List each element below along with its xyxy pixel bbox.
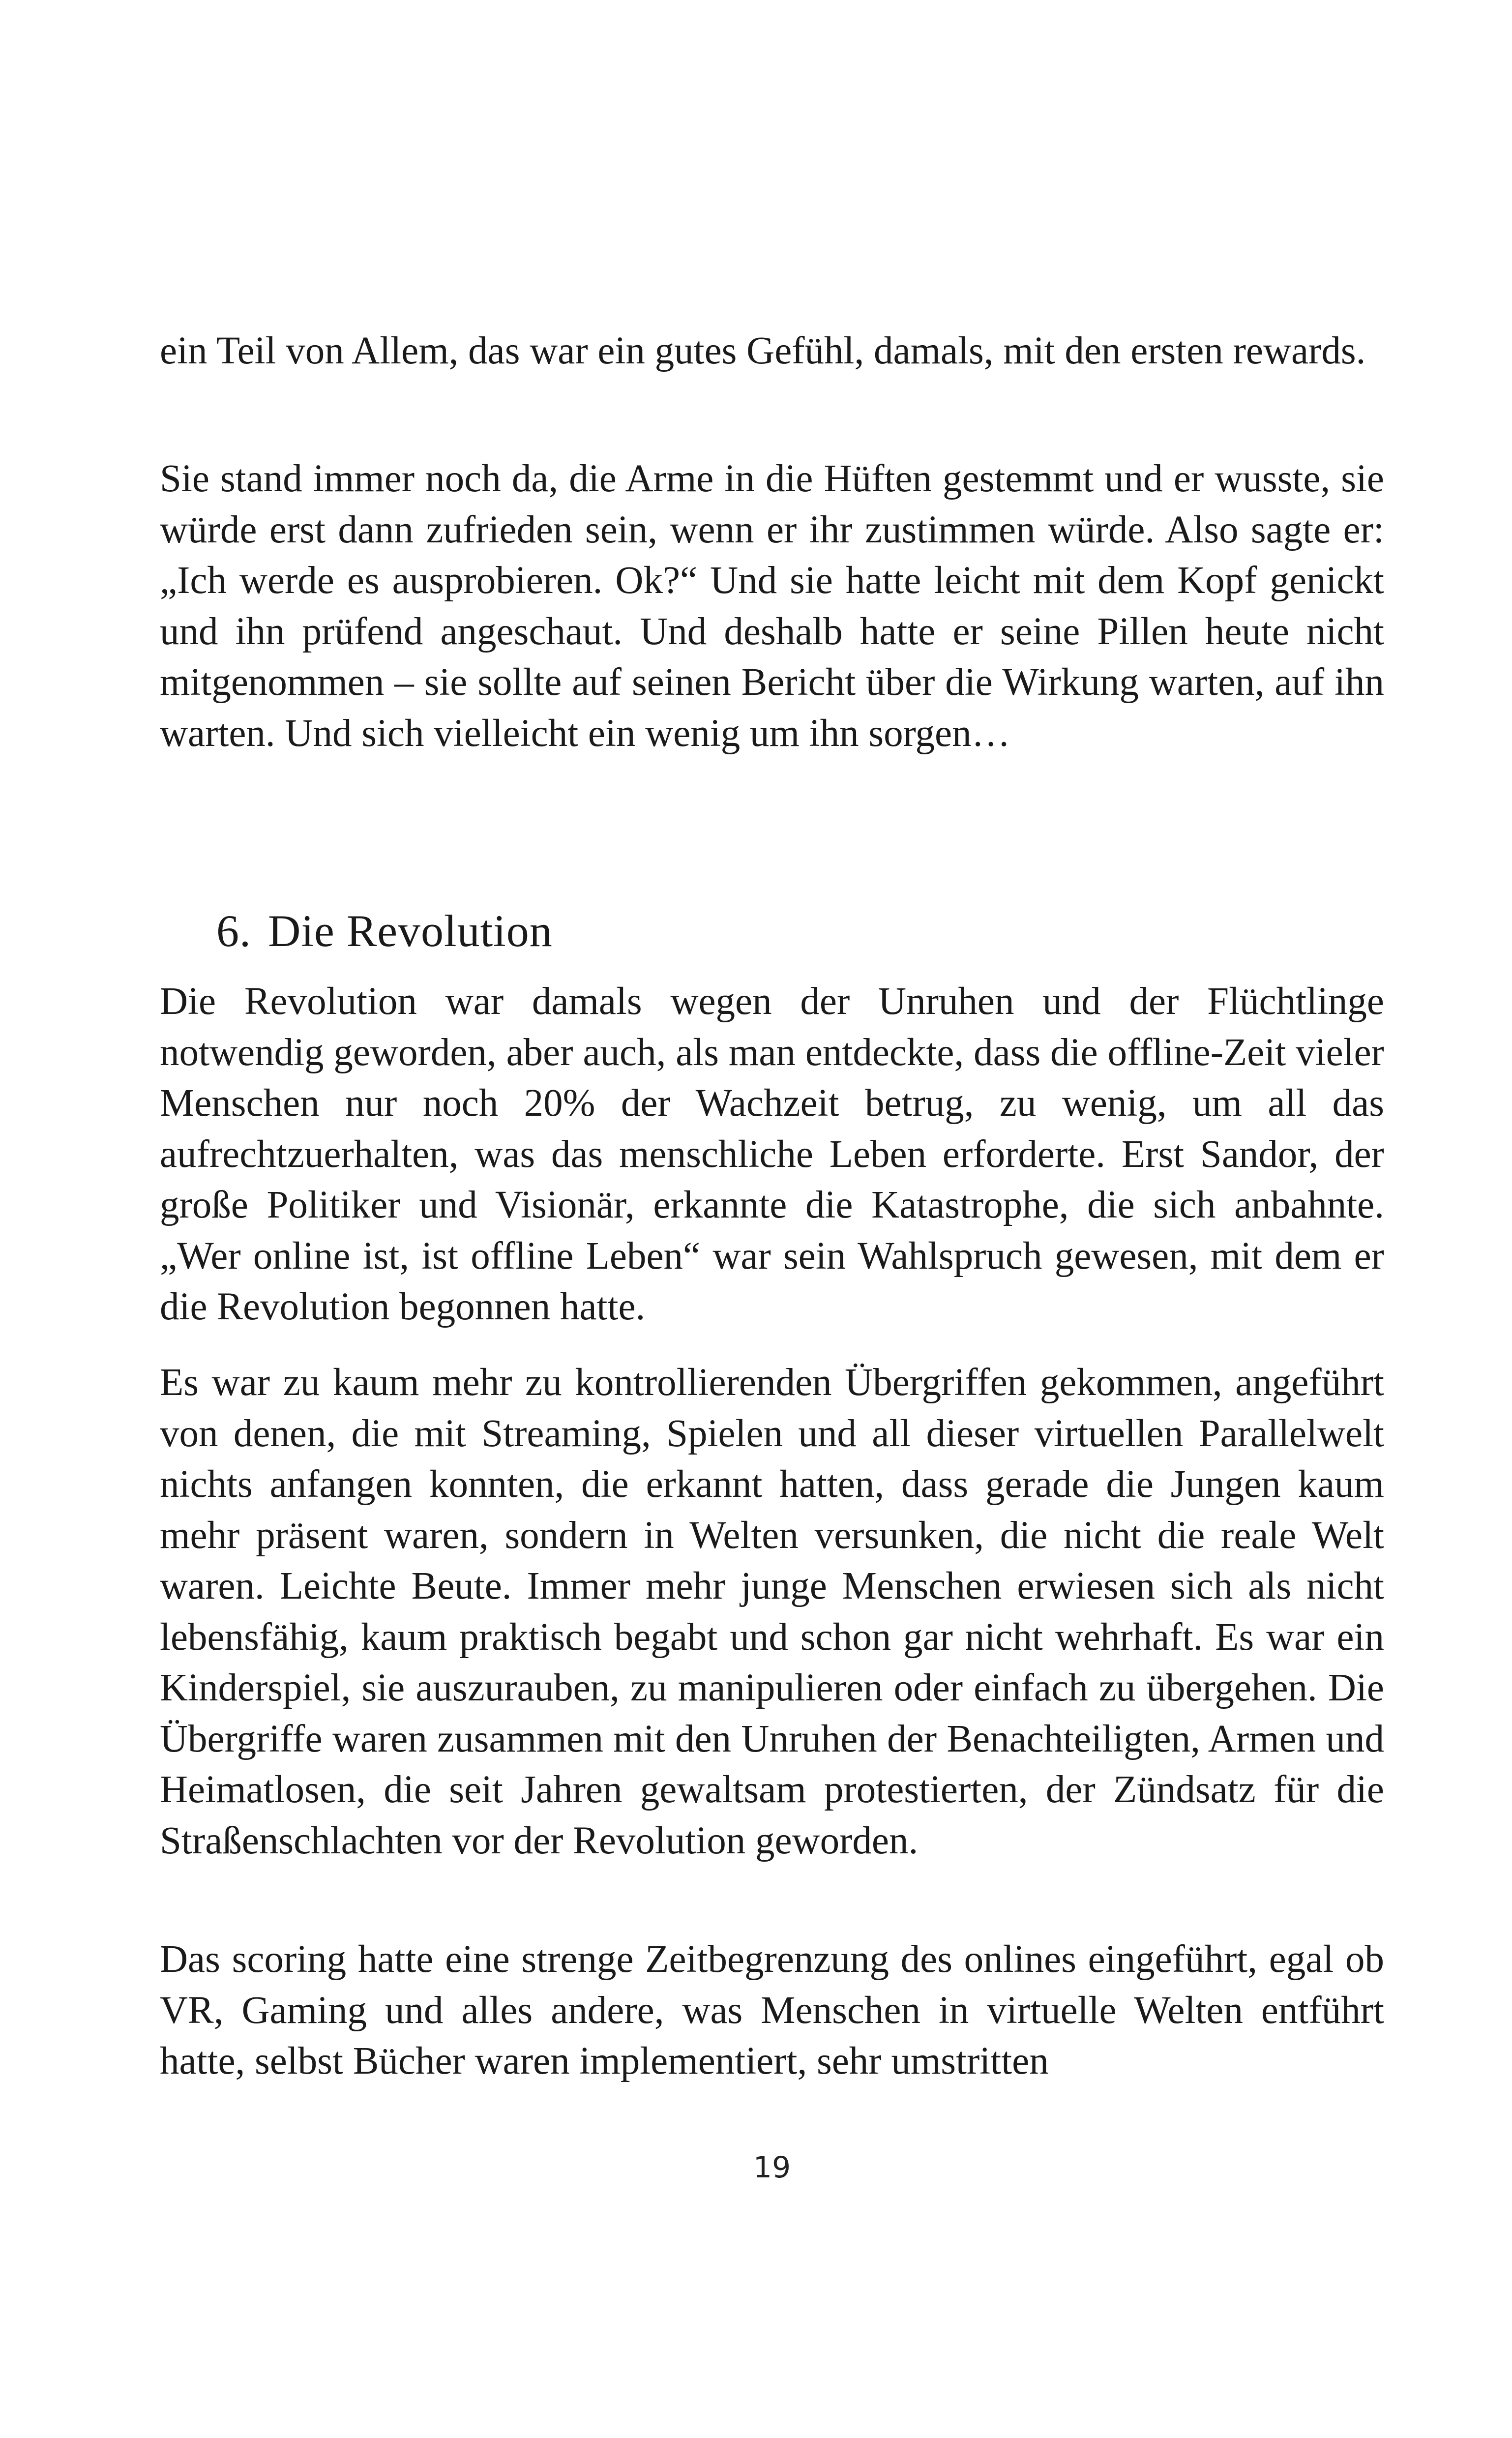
- paragraph-scoring: Das scoring hatte eine strenge Zeitbegrenzung des onlines eingeführt, egal ob VR, Gaming und alles andere, was Menschen in virtuelle Welten entführt hatte, selbst Bücher waren implementiert, sehr umstritten: [160, 1938, 1384, 2082]
- paragraph-pills: Sie stand immer noch da, die Arme in die Hüften gestemmt und er wusste, sie würde erst dann zufrieden sein, wenn er ihr zustimmen würde. Also sagte er: „Ich werde es ausprobieren. Ok?“ Und sie hatte leicht mit dem Kopf genickt und ihn prüfend angeschaut. Und deshalb hatte er seine Pillen heute nicht mitgenommen – sie sollte auf seinen Bericht über die Wirkung warten, auf ihn warten. Und sich vielleicht ein wenig um ihn sorgen…: [160, 457, 1384, 755]
- chapter-number: 6.: [216, 906, 251, 956]
- paragraph-continuation: ein Teil von Allem, das war ein gutes Gefühl, damals, mit den ersten rewards.: [160, 329, 1366, 372]
- book-page: [160, 0, 1384, 2438]
- paragraph-revolution: Die Revolution war damals wegen der Unruhen und der Flüchtlinge notwendig geworden, aber auch, als man entdeckte, dass die offline-Zeit vieler Menschen nur noch 20% der Wachzeit betrug, zu wenig, um all das aufrechtzuerhalten, was das menschliche Leben erforderte. Erst Sandor, der große Politiker und Visionär, erkannte die Katastrophe, die sich anbahnte. „Wer online ist, ist offline Leben“ war sein Wahlspruch gewesen, mit dem er die Revolution begonnen hatte.: [160, 980, 1384, 1328]
- chapter-heading: [216, 904, 553, 958]
- paragraph-uebergriffe: Es war zu kaum mehr zu kontrollierenden Übergriffen gekommen, angeführt von denen, die mit Streaming, Spielen und all dieser virtuellen Parallelwelt nichts anfangen konnten, die erkannt hatten, dass gerade die Jungen kaum mehr präsent waren, sondern in Welten versunken, die nicht die reale Welt waren. Leichte Beute. Immer mehr junge Menschen erwiesen sich als nicht lebensfähig, kaum praktisch begabt und schon gar nicht wehrhaft. Es war ein Kinderspiel, sie auszurauben, zu manipulieren oder einfach zu übergehen. Die Übergriffe waren zusammen mit den Unruhen der Benachteiligten, Armen und Heimatlosen, die seit Jahren gewaltsam protestierten, der Zündsatz für die Straßenschlachten vor der Revolution geworden.: [160, 1361, 1384, 1862]
- page-number: 19: [753, 2150, 791, 2185]
- chapter-title: Die Revolution: [268, 906, 553, 956]
